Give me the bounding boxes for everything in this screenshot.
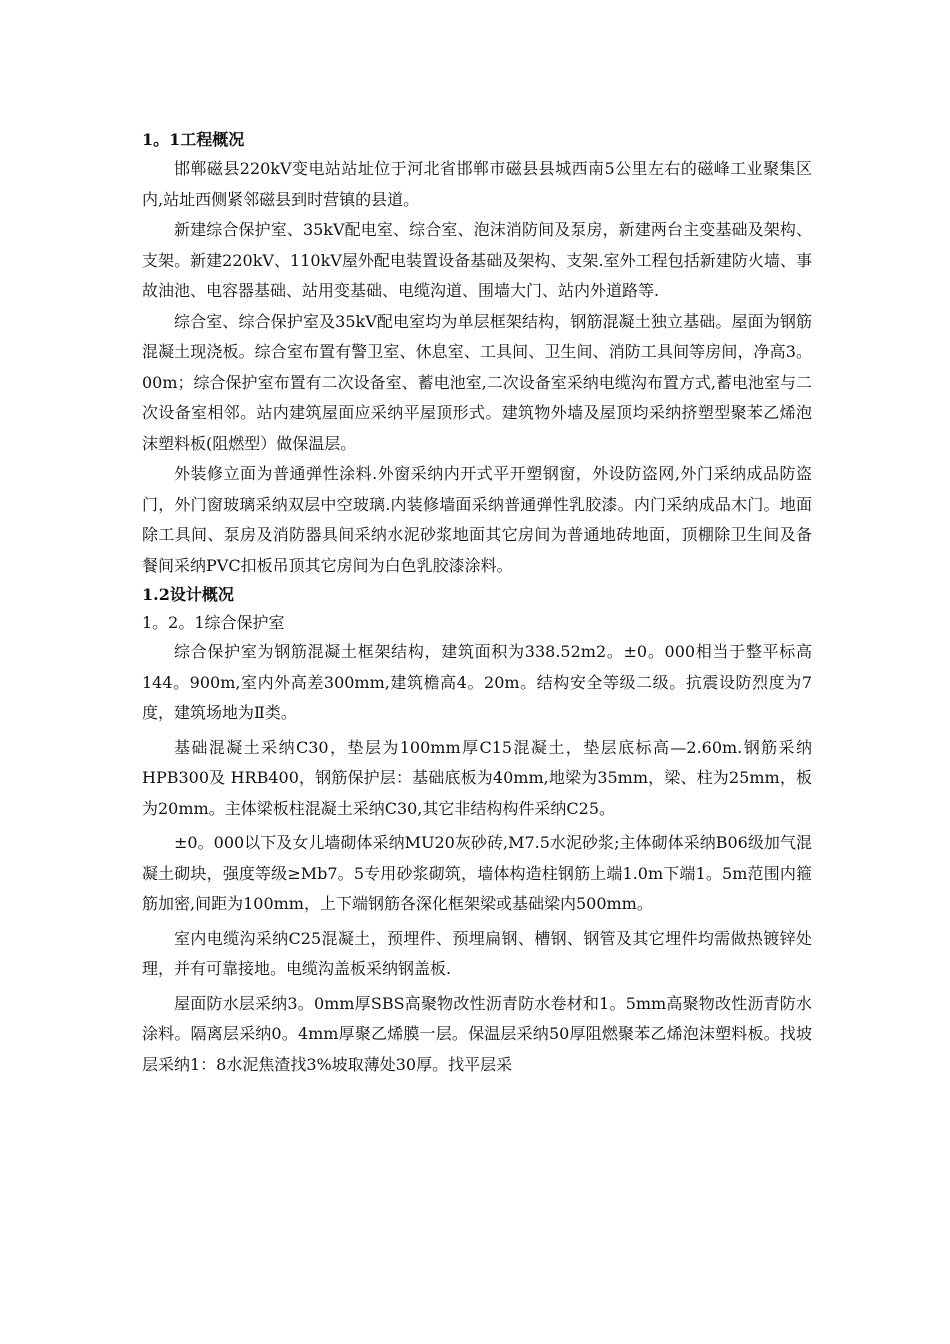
paragraph-new-buildings: 新建综合保护室、35kV配电室、综合室、泡沫消防间及泵房，新建两台主变基础及架构、支架。新建220kV、110kV屋外配电装置设备基础及架构、支架.室外工程包括新建防火墙、事故油池、电容器基础、站用变基础、电缆沟道、围墙大门、站内外道路等. [142, 220, 812, 300]
section-1-1-title: 1。1工程概况 [142, 130, 245, 149]
paragraph-roof: 屋面防水层采纳3。0mm厚SBS高聚物改性沥青防水卷材和1。5mm高聚物改性沥青防水涂料。隔离层采纳0。4mm厚聚乙烯膜一层。保温层采纳50厚阻燃聚苯乙烯泡沫塑料板。找坡层采纳1：8水泥焦渣找3%坡取薄处30厚。找平层采 [142, 993, 812, 1074]
paragraph-site-location: 邯郸磁县220kV变电站站址位于河北省邯郸市磁县县城西南5公里左右的磁峰工业聚集区内,站址西侧紧邻磁县到时营镇的县道。 [142, 159, 812, 209]
subsection-1-2-1-title: 1。2。1综合保护室 [142, 613, 285, 632]
paragraph-decoration: 外装修立面为普通弹性涂料.外窗采纳内开式平开塑钢窗，外设防盗网,外门采纳成品防盗门，外门窗玻璃采纳双层中空玻璃.内装修墙面采纳普通弹性乳胶漆。内门采纳成品木门。地面除工具间、泵房及消防器具间采纳水泥砂浆地面其它房间为普通地砖地面，顶棚除卫生间及备餐间采纳PVC扣板吊顶其它房间为白色乳胶漆涂料。 [142, 464, 812, 575]
paragraph-structure: 综合室、综合保护室及35kV配电室均为单层框架结构，钢筋混凝土独立基础。屋面为钢筋混凝土现浇板。综合室布置有警卫室、休息室、工具间、卫生间、消防工具间等房间，净高3。00m；综合保护室布置有二次设备室、蓄电池室,二次设备室采纳电缆沟布置方式,蓄电池室与二次设备室相邻。站内建筑屋面应采纳平屋顶形式。建筑物外墙及屋顶均采纳挤塑型聚苯乙烯泡沫塑料板(阻燃型）做保温层。 [142, 311, 812, 453]
section-1-2-title: 1.2设计概况 [142, 585, 234, 604]
paragraph-masonry: ±0。000以下及女儿墙砌体采纳MU20灰砂砖,M7.5水泥砂浆;主体砌体采纳B06级加气混凝土砌块，强度等级≥Mb7。5专用砂浆砌筑，墙体构造柱钢筋上端1.0m下端1。5m范围内箍筋加密,间距为100mm，上下端钢筋各深化框架梁或基础梁内500mm。 [142, 833, 812, 913]
paragraph-protection-room: 综合保护室为钢筋混凝土框架结构，建筑面积为338.52m2。±0。000相当于整平标高144。900m,室内外高差300mm,建筑檐高4。20m。结构安全等级二级。抗震设防烈度为7度，建筑场地为Ⅱ类。 [142, 642, 812, 722]
paragraph-cable-trench: 室内电缆沟采纳C25混凝土，预埋件、预埋扁钢、槽钢、钢管及其它埋件均需做热镀锌处理，并有可靠接地。电缆沟盖板采纳钢盖板. [142, 928, 812, 978]
paragraph-concrete: 基础混凝土采纳C30，垫层为100mm厚C15混凝土，垫层底标高—2.60m.钢筋采纳HPB300及 HRB400，钢筋保护层：基础底板为40mm,地梁为35mm，梁、柱为25mm，板为20mm。主体梁板柱混凝土采纳C30,其它非结构构件采纳C25。 [142, 737, 812, 818]
document-page [142, 126, 812, 1080]
